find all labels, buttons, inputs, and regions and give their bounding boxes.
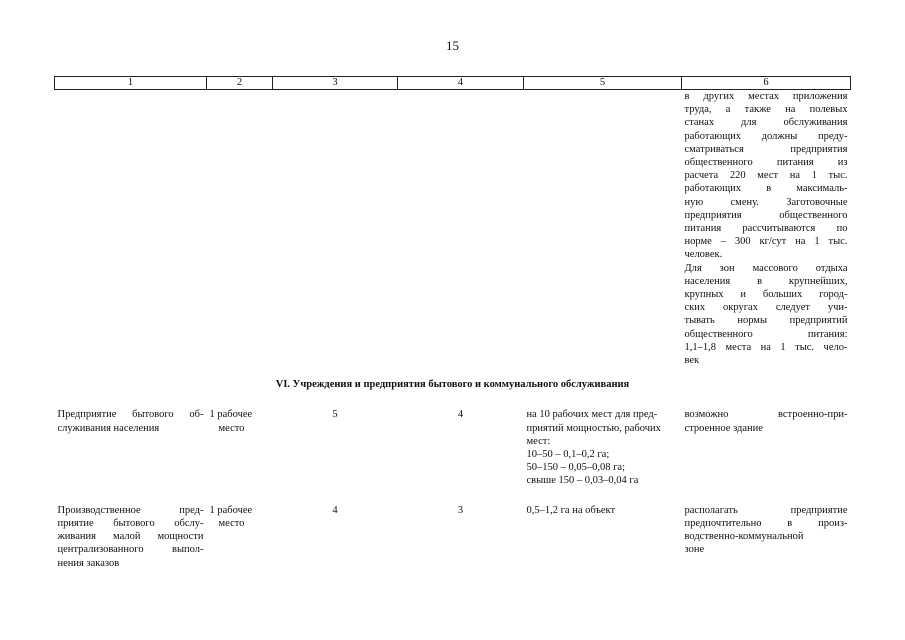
text-line: возможно встроенно-при- <box>684 409 848 421</box>
note-cell <box>682 504 851 570</box>
text-line: труда, а также на полевых <box>684 104 848 116</box>
text-line: населения в крупнейших, <box>684 275 848 287</box>
text-line: общественного питания: <box>684 328 848 340</box>
area-cell <box>524 504 682 570</box>
text-line: место <box>218 422 245 434</box>
text-line: строенное здание <box>684 422 763 434</box>
continuation-row <box>55 90 851 368</box>
text-line: сматриваться предприятия <box>684 143 848 155</box>
text-line: ную смену. Заготовочные <box>684 196 848 208</box>
header-col-5: 5 <box>524 77 682 90</box>
text-line: тывать нормы предприятий <box>684 315 848 327</box>
continuation-text <box>682 90 851 368</box>
text-line: 10–50 – 0,1–0,2 га; <box>526 449 610 461</box>
text-line: крупных и больших город- <box>684 289 848 301</box>
text-line: водственно-коммунальной <box>684 531 804 543</box>
text-line: работающих в максималь- <box>684 183 848 195</box>
header-col-6: 6 <box>682 77 851 90</box>
text-line: свыше 150 – 0,03–0,04 га <box>526 475 639 487</box>
header-row <box>55 77 851 90</box>
text-line: централизованного выпол- <box>57 544 204 556</box>
text-line: 1,1–1,8 места на 1 тыс. чело- <box>684 341 848 353</box>
text-line: зоне <box>684 544 705 556</box>
text-line: 1 рабочее <box>209 409 253 421</box>
text-line: предприятия общественного <box>684 209 848 221</box>
text-line: норме – 300 кг/сут на 1 тыс. <box>684 236 848 248</box>
text-line: Производственное пред- <box>57 504 204 516</box>
unit-cell <box>207 504 273 570</box>
text-line: служивания населения <box>57 422 160 434</box>
norms-table <box>54 76 851 570</box>
value-cell-3: 4 <box>332 504 338 516</box>
text-line: ских округах следует учи- <box>684 302 848 314</box>
text-line: предпочтительно в произ- <box>684 517 848 529</box>
text-line: питания рассчитываются по <box>684 223 848 235</box>
text-line: Для зон массового отдыха <box>684 262 848 274</box>
text-line: приятие бытового обслу- <box>57 517 204 529</box>
value-cell-4: 4 <box>457 409 464 421</box>
value-cell-4: 3 <box>457 504 464 516</box>
value-cell-3: 5 <box>332 409 338 421</box>
area-cell <box>524 406 682 503</box>
text-line: располагать предприятие <box>684 504 848 516</box>
facility-name-cell <box>55 504 207 570</box>
header-col-1: 1 <box>55 77 207 90</box>
header-col-2: 2 <box>207 77 273 90</box>
text-line: приятий мощностью, рабочих <box>526 422 661 434</box>
text-line: Предприятие бытового об- <box>57 409 204 421</box>
header-col-3: 3 <box>273 77 398 90</box>
text-line: человек. <box>684 249 723 261</box>
text-line: станах для обслуживания <box>684 117 848 129</box>
text-line: 50–150 – 0,05–0,08 га; <box>526 462 626 474</box>
text-line: общественного питания из <box>684 157 848 169</box>
table-row <box>55 406 851 503</box>
text-line: работающих должны преду- <box>684 130 848 142</box>
text-line: нения заказов <box>57 557 120 569</box>
facility-name-cell <box>55 406 207 503</box>
table-row <box>55 504 851 570</box>
note-cell <box>682 406 851 503</box>
unit-cell <box>207 406 273 503</box>
text-line: 0,5–1,2 га на объект <box>526 504 616 516</box>
text-line: на 10 рабочих мест для пред- <box>526 409 658 421</box>
text-line: расчета 220 мест на 1 тыс. <box>684 170 848 182</box>
text-line: живания малой мощности <box>57 531 204 543</box>
section-row <box>55 367 851 406</box>
section-title: VI. Учреждения и предприятия бытового и коммунального обслуживания <box>275 379 630 391</box>
text-line: 1 рабочее <box>209 504 253 516</box>
header-col-4: 4 <box>398 77 524 90</box>
text-line: век <box>684 355 700 367</box>
page-number: 15 <box>446 38 459 53</box>
text-line: мест: <box>526 435 551 447</box>
text-line: место <box>218 517 245 529</box>
text-line: в других местах приложения <box>684 91 848 102</box>
